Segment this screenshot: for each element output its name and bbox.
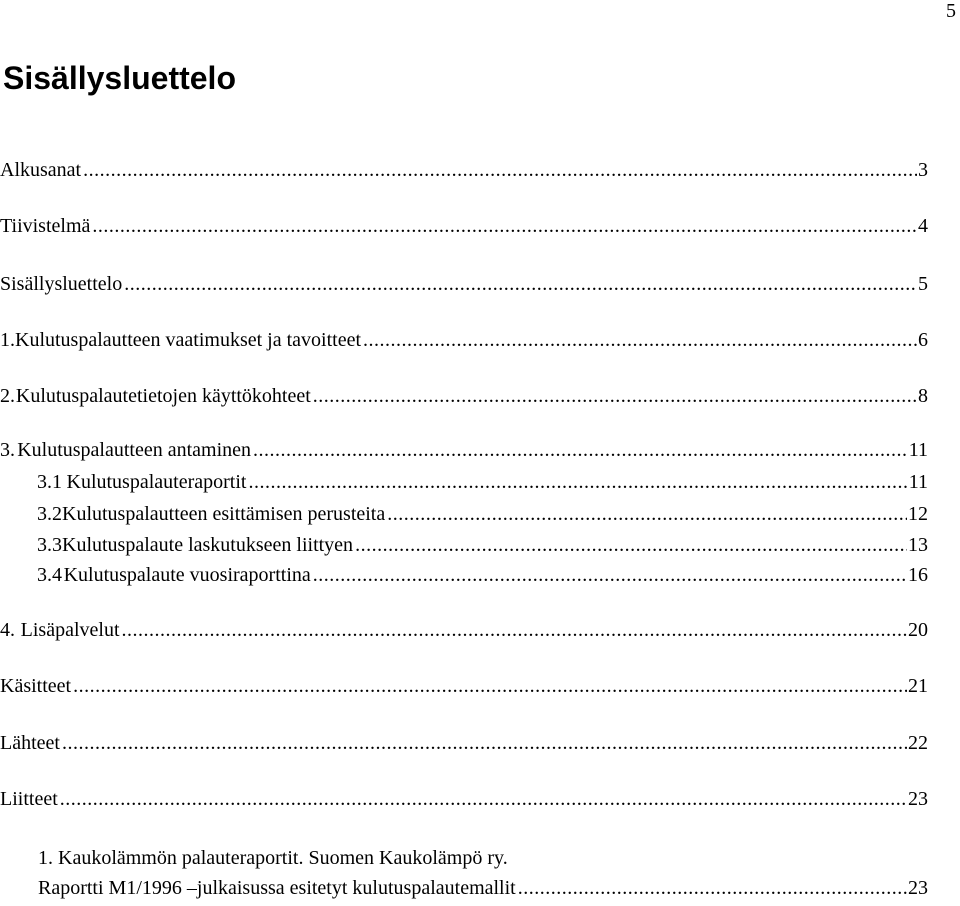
page-number: 5	[946, 0, 956, 22]
toc-leader-dots	[313, 384, 917, 408]
toc-entry-chapter-3[interactable]	[0, 438, 928, 462]
toc-leader-dots	[313, 563, 907, 587]
toc-entry-number: 1.	[0, 329, 15, 351]
toc-entry-chapter-4[interactable]	[0, 618, 928, 642]
toc-entry-number: 2.	[0, 385, 15, 407]
toc-page-number: 22	[908, 732, 928, 754]
toc-entry-sisallysluettelo[interactable]	[0, 272, 928, 296]
toc-entry-section-3-1[interactable]	[0, 470, 928, 494]
toc-leader-dots	[60, 787, 907, 811]
toc-leader-dots	[253, 438, 908, 462]
toc-entry-chapter-1[interactable]	[0, 328, 928, 352]
toc-entry-alkusanat[interactable]	[0, 158, 928, 182]
page-title: Sisällysluettelo	[3, 60, 236, 96]
toc-entry-number: 4.	[0, 619, 15, 641]
toc-entry-label: Kulutuspalautteen esittämisen perusteita	[62, 503, 386, 525]
toc-entry-section-3-3[interactable]	[0, 533, 928, 557]
toc-leader-dots	[73, 674, 907, 698]
toc-page-number: 12	[908, 503, 928, 525]
toc-page-number: 8	[918, 385, 928, 407]
toc-entry-label: Alkusanat	[0, 159, 82, 181]
toc-entry-tiivistelma[interactable]	[0, 214, 928, 238]
toc-entry-label: Kulutuspalaute vuosiraporttina	[63, 564, 311, 586]
toc-entry-label: Tiivistelmä	[0, 215, 91, 237]
toc-entry-label: Kulutuspalautteen vaatimukset ja tavoitteet	[15, 329, 362, 351]
toc-entry-label: Kulutuspalauteraportit	[66, 471, 247, 493]
toc-page-number: 6	[918, 329, 928, 351]
toc-entry-label: Liitteet	[0, 788, 58, 810]
toc-entry-label: Kulutuspalaute laskutukseen liittyen	[62, 534, 354, 556]
toc-page-number: 3	[918, 159, 928, 181]
toc-page-number: 13	[908, 534, 928, 556]
toc-leader-dots	[387, 502, 907, 526]
toc-appendix-line-1: 1. Kaukolämmön palauteraportit. Suomen Kaukolämpö ry.	[38, 847, 508, 869]
toc-entry-section-3-2[interactable]	[0, 502, 928, 526]
toc-entry-section-3-4[interactable]	[0, 563, 928, 587]
toc-entry-chapter-2[interactable]	[0, 384, 928, 408]
toc-entry-label: Kulutuspalautetietojen käyttökohteet	[15, 385, 311, 407]
toc-entry-label: Raportti M1/1996 –julkaisussa esitetyt kulutuspalautemallit	[38, 877, 516, 899]
toc-leader-dots	[355, 533, 907, 557]
toc-leader-dots	[92, 214, 917, 238]
toc-entry-label: Lisäpalvelut	[20, 619, 120, 641]
toc-leader-dots	[122, 618, 908, 642]
toc-entry-lahteet[interactable]	[0, 731, 928, 755]
toc-page-number: 5	[918, 273, 928, 295]
toc-leader-dots	[62, 731, 907, 755]
toc-page-number: 11	[908, 471, 928, 493]
toc-entry-label: Lähteet	[0, 732, 60, 754]
toc-entry-number: 3.	[0, 439, 15, 461]
toc-leader-dots	[124, 272, 917, 296]
toc-entry-number: 3.2	[37, 503, 62, 525]
toc-page-number: 4	[918, 215, 928, 237]
toc-page-number: 20	[908, 619, 928, 641]
toc-page-number: 23	[908, 877, 928, 899]
toc-leader-dots	[248, 470, 907, 494]
toc-entry-number: 3.1	[37, 471, 62, 493]
toc-appendix-line-2[interactable]	[38, 876, 928, 900]
toc-entry-number: 3.3	[37, 534, 62, 556]
toc-page-number: 21	[908, 675, 928, 697]
toc-entry-label: Sisällysluettelo	[0, 273, 123, 295]
toc-page-number: 16	[908, 564, 928, 586]
toc-entry-liitteet[interactable]	[0, 787, 928, 811]
toc-leader-dots	[518, 876, 907, 900]
toc-entry-number: 3.4	[37, 564, 62, 586]
toc-leader-dots	[363, 328, 917, 352]
toc-entry-kasitteet[interactable]	[0, 674, 928, 698]
toc-leader-dots	[83, 158, 917, 182]
toc-page-number: 23	[908, 788, 928, 810]
toc-entry-label: Käsitteet	[0, 675, 72, 697]
toc-entry-label: Kulutuspalautteen antaminen	[17, 439, 252, 461]
toc-page-number: 11	[908, 439, 928, 461]
